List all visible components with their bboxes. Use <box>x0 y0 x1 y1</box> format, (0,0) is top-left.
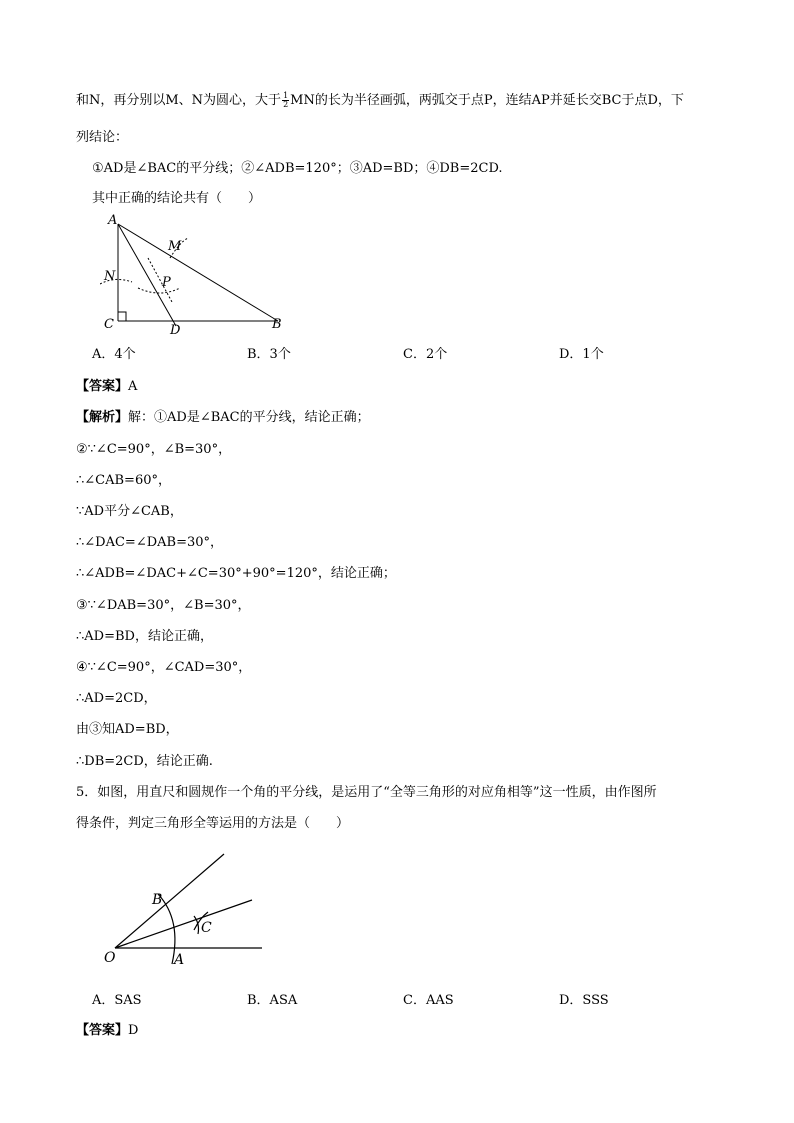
q4-option-b: B．3个 <box>247 347 291 362</box>
label-a: A <box>174 952 185 968</box>
answer-label: 【答案】 <box>76 1023 129 1038</box>
q4-answer <box>76 375 137 394</box>
q5-bisector-figure <box>100 848 280 973</box>
q4-analysis-line-3: ∴∠CAB=60°， <box>76 473 171 488</box>
q4-analysis-line-6: ∴∠ADB=∠DAC+∠C=30°+90°=120°，结论正确； <box>76 566 396 581</box>
q5-option-d: D．SSS <box>559 993 609 1008</box>
label-b: B <box>272 317 282 332</box>
q5-line2: 得条件，判定三角形全等运用的方法是（ ） <box>76 816 350 831</box>
q5-option-a: A．SAS <box>92 993 142 1008</box>
q4-option-a: A．4个 <box>92 347 136 362</box>
q4-option-c: C．2个 <box>403 347 448 362</box>
q4-analysis-line-10: ∴AD=2CD， <box>76 691 157 706</box>
q5-option-c: C．AAS <box>403 993 454 1008</box>
analysis-label: 【解析】 <box>76 410 129 425</box>
fraction-one-half <box>282 92 289 109</box>
label-a: A <box>108 213 118 228</box>
label-c: C <box>201 920 212 936</box>
q4-intro-line2: 列结论： <box>76 130 129 145</box>
answer-label: 【答案】 <box>76 379 129 394</box>
segment-ab <box>118 224 278 321</box>
q4-intro-part1: 和N，再分别以M、N为圆心，大于 <box>76 93 282 108</box>
q4-analysis-line-2: ②∵∠C=90°，∠B=30°， <box>76 442 232 457</box>
ray-oc <box>115 900 252 948</box>
right-angle-mark <box>118 312 126 321</box>
answer-value: D <box>128 1023 139 1038</box>
label-c: C <box>104 317 114 332</box>
q4-analysis-line-8: ∴AD=BD，结论正确， <box>76 629 213 644</box>
q4-analysis-line-1 <box>76 406 370 425</box>
q5-option-b: B．ASA <box>247 993 298 1008</box>
q5-answer <box>76 1019 138 1038</box>
q4-intro-part2: MN的长为半径画弧，两弧交于点P，连结AP并延长交BC于点D，下 <box>290 93 684 108</box>
q5-line1: 5．如图，用直尺和圆规作一个角的平分线，是运用了“全等三角形的对应角相等”这一性质，由作图所 <box>76 785 657 800</box>
q4-analysis-line-4: ∵AD平分∠CAB， <box>76 504 183 519</box>
answer-value: A <box>128 379 138 394</box>
label-n: N <box>104 269 116 284</box>
label-o: O <box>104 950 116 966</box>
q4-intro-line1 <box>76 89 684 109</box>
q4-analysis-line-5: ∴∠DAC=∠DAB=30°， <box>76 535 224 550</box>
q4-analysis-line-11: 由③知AD=BD， <box>76 722 179 737</box>
q4-analysis-line-9: ④∵∠C=90°，∠CAD=30°， <box>76 660 252 675</box>
arc-from-m <box>138 288 180 293</box>
q4-statements: ①AD是∠BAC的平分线；②∠ADB=120°；③AD=BD；④DB=2CD. <box>92 161 503 176</box>
label-m: M <box>168 239 182 254</box>
label-b: B <box>152 892 163 908</box>
fraction-numerator: 1 <box>283 91 289 100</box>
q4-analysis-line-7: ③∵∠DAB=30°，∠B=30°， <box>76 598 251 613</box>
q4-question: 其中正确的结论共有（ ） <box>92 191 262 206</box>
label-p: P <box>162 275 171 290</box>
q4-analysis-line-12: ∴DB=2CD，结论正确. <box>76 754 213 769</box>
analysis-text: 解：①AD是∠BAC的平分线，结论正确； <box>128 410 370 425</box>
q4-triangle-figure <box>100 210 300 335</box>
q4-option-d: D．1个 <box>559 347 604 362</box>
fraction-denominator: 2 <box>283 100 289 109</box>
label-d: D <box>170 323 181 335</box>
